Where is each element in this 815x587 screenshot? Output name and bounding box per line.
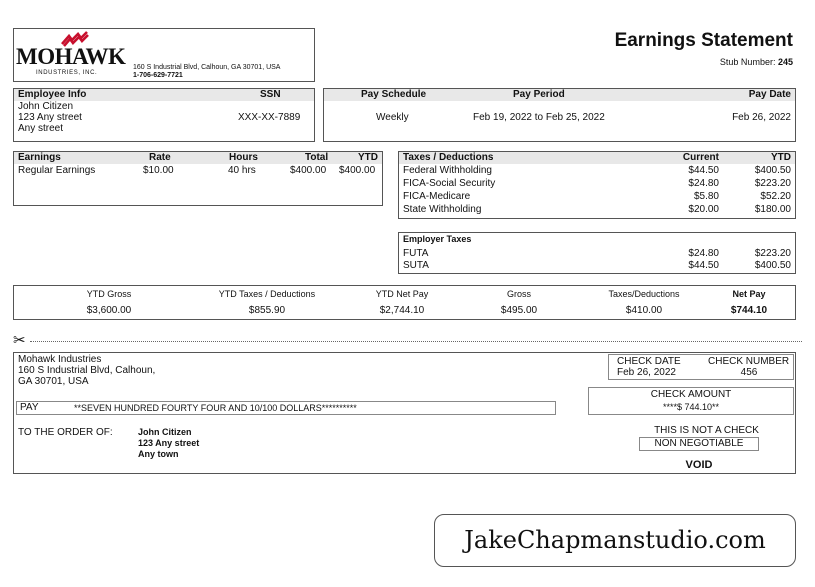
pay-line-box xyxy=(16,401,556,415)
earnings-heading: Earnings xyxy=(18,152,61,163)
summary-value: $3,600.00 xyxy=(86,305,132,316)
not-a-check: THIS IS NOT A CHECK xyxy=(654,425,759,436)
check-number-label: CHECK NUMBER xyxy=(708,356,790,367)
employee-address1: 123 Any street xyxy=(18,112,82,123)
earnings-row-rate: $10.00 xyxy=(143,165,174,176)
earnings-row-ytd: $400.00 xyxy=(339,165,376,176)
void-label: VOID xyxy=(685,459,713,471)
employer-tax-row xyxy=(399,248,795,260)
employer-tax-ytd: $223.20 xyxy=(754,248,791,259)
tax-current: $24.80 xyxy=(688,178,719,189)
payee-name: John Citizen xyxy=(138,427,192,437)
employer-taxes-box xyxy=(398,232,796,274)
tax-row xyxy=(399,178,795,190)
summary-label: YTD Gross xyxy=(86,289,132,299)
summary-value: $495.00 xyxy=(500,305,538,316)
cut-line xyxy=(30,341,802,342)
payee-address2: Any town xyxy=(138,449,179,459)
tax-name: Federal Withholding xyxy=(403,165,492,176)
tax-name: FICA-Medicare xyxy=(403,191,471,202)
scissors-icon: ✂ xyxy=(13,332,26,349)
total-heading: Total xyxy=(305,152,329,163)
company-address: 160 S Industrial Blvd, Calhoun, GA 30701, USA xyxy=(133,64,281,71)
summary-value: $2,744.10 xyxy=(379,305,425,316)
pay-date-value: Feb 26, 2022 xyxy=(732,112,791,123)
employer-tax-name: FUTA xyxy=(403,248,429,259)
tax-ytd: $52.20 xyxy=(760,191,791,202)
taxes-box xyxy=(398,151,796,219)
rate-heading: Rate xyxy=(149,152,171,163)
check-date-box xyxy=(608,354,794,380)
check-amount-label: CHECK AMOUNT xyxy=(650,389,732,400)
tax-name: State Withholding xyxy=(403,204,482,215)
employer-taxes-heading: Employer Taxes xyxy=(403,234,472,244)
pay-words: **SEVEN HUNDRED FOURTY FOUR AND 10/100 DOLLARS********** xyxy=(74,403,357,413)
order-label: TO THE ORDER OF: xyxy=(18,427,113,438)
statement-title: Earnings Statement xyxy=(614,30,793,51)
pay-schedule-box xyxy=(323,88,796,142)
tax-row xyxy=(399,191,795,203)
non-negotiable: NON NEGOTIABLE xyxy=(639,437,759,451)
stub-label: Stub Number: xyxy=(719,57,776,67)
ytd-heading: YTD xyxy=(358,152,378,163)
taxes-header-bar xyxy=(399,152,795,164)
company-box xyxy=(13,28,315,82)
check-company-addr1: 160 S Industrial Blvd, Calhoun, xyxy=(18,365,156,376)
employee-address2: Any street xyxy=(18,123,64,134)
check-amount-box xyxy=(588,387,794,415)
pay-period-value: Feb 19, 2022 to Feb 25, 2022 xyxy=(473,112,605,123)
employee-info-box xyxy=(13,88,315,142)
pay-period-heading: Pay Period xyxy=(513,89,565,100)
pay-header-bar xyxy=(324,89,795,101)
employer-tax-row xyxy=(399,260,795,272)
check-company-name: Mohawk Industries xyxy=(18,354,102,365)
pay-date-heading: Pay Date xyxy=(748,89,791,100)
summary-value: $410.00 xyxy=(625,305,663,316)
taxes-heading: Taxes / Deductions xyxy=(403,152,494,163)
tax-row xyxy=(399,204,795,216)
summary-value: $855.90 xyxy=(248,305,286,316)
summary-label: YTD Taxes / Deductions xyxy=(218,289,316,299)
payee-address1: 123 Any street xyxy=(138,438,200,448)
employee-ssn: XXX-XX-7889 xyxy=(238,112,301,123)
earnings-row-hours: 40 hrs xyxy=(228,165,256,176)
hours-heading: Hours xyxy=(229,152,258,163)
employer-tax-ytd: $400.50 xyxy=(754,260,791,271)
employer-tax-name: SUTA xyxy=(403,260,429,271)
summary-value: $744.10 xyxy=(730,305,768,316)
pay-schedule-heading: Pay Schedule xyxy=(361,89,427,100)
check-box xyxy=(13,352,796,474)
summary-label: YTD Net Pay xyxy=(375,289,429,299)
summary-label: Taxes/Deductions xyxy=(608,289,680,299)
tax-current: $5.80 xyxy=(693,191,719,202)
employee-info-heading: Employee Info xyxy=(18,89,87,100)
logo-subtext: INDUSTRIES, INC. xyxy=(36,70,98,76)
tax-row xyxy=(399,165,795,177)
tax-current: $20.00 xyxy=(688,204,719,215)
check-date-label: CHECK DATE xyxy=(617,356,681,367)
stub-number-row xyxy=(720,57,793,68)
tax-name: FICA-Social Security xyxy=(403,178,496,189)
logo-text: MOHAWK xyxy=(16,44,126,69)
employer-tax-current: $24.80 xyxy=(688,248,719,259)
summary-label: Gross xyxy=(506,289,531,299)
summary-box xyxy=(13,285,796,320)
employee-name: John Citizen xyxy=(18,101,74,112)
pay-label: PAY xyxy=(20,402,39,413)
tax-current: $44.50 xyxy=(688,165,719,176)
earnings-row-total: $400.00 xyxy=(290,165,327,176)
tax-ytd: $223.20 xyxy=(754,178,791,189)
tax-ytd: $400.50 xyxy=(754,165,791,176)
ssn-heading: SSN xyxy=(260,89,281,100)
taxes-ytd-heading: YTD xyxy=(771,152,791,163)
employer-tax-current: $44.50 xyxy=(688,260,719,271)
check-date-value: Feb 26, 2022 xyxy=(617,367,676,378)
check-amount-value: ****$ 744.10** xyxy=(662,402,720,412)
summary-label: Net Pay xyxy=(732,289,766,299)
watermark-text: JakeChapmanstudio.com xyxy=(464,526,766,554)
earnings-box xyxy=(13,151,383,206)
taxes-current-heading: Current xyxy=(682,152,719,163)
employee-header-bar xyxy=(14,89,314,101)
earnings-header-bar xyxy=(14,152,382,164)
check-number-value: 456 xyxy=(740,367,758,378)
company-phone: 1-706-629-7721 xyxy=(133,72,183,79)
tax-ytd: $180.00 xyxy=(754,204,791,215)
watermark-box xyxy=(434,514,796,567)
earnings-row-name: Regular Earnings xyxy=(18,165,96,176)
pay-schedule-value: Weekly xyxy=(376,112,409,123)
check-company-addr2: GA 30701, USA xyxy=(18,376,89,387)
stub-number: 245 xyxy=(777,57,793,67)
